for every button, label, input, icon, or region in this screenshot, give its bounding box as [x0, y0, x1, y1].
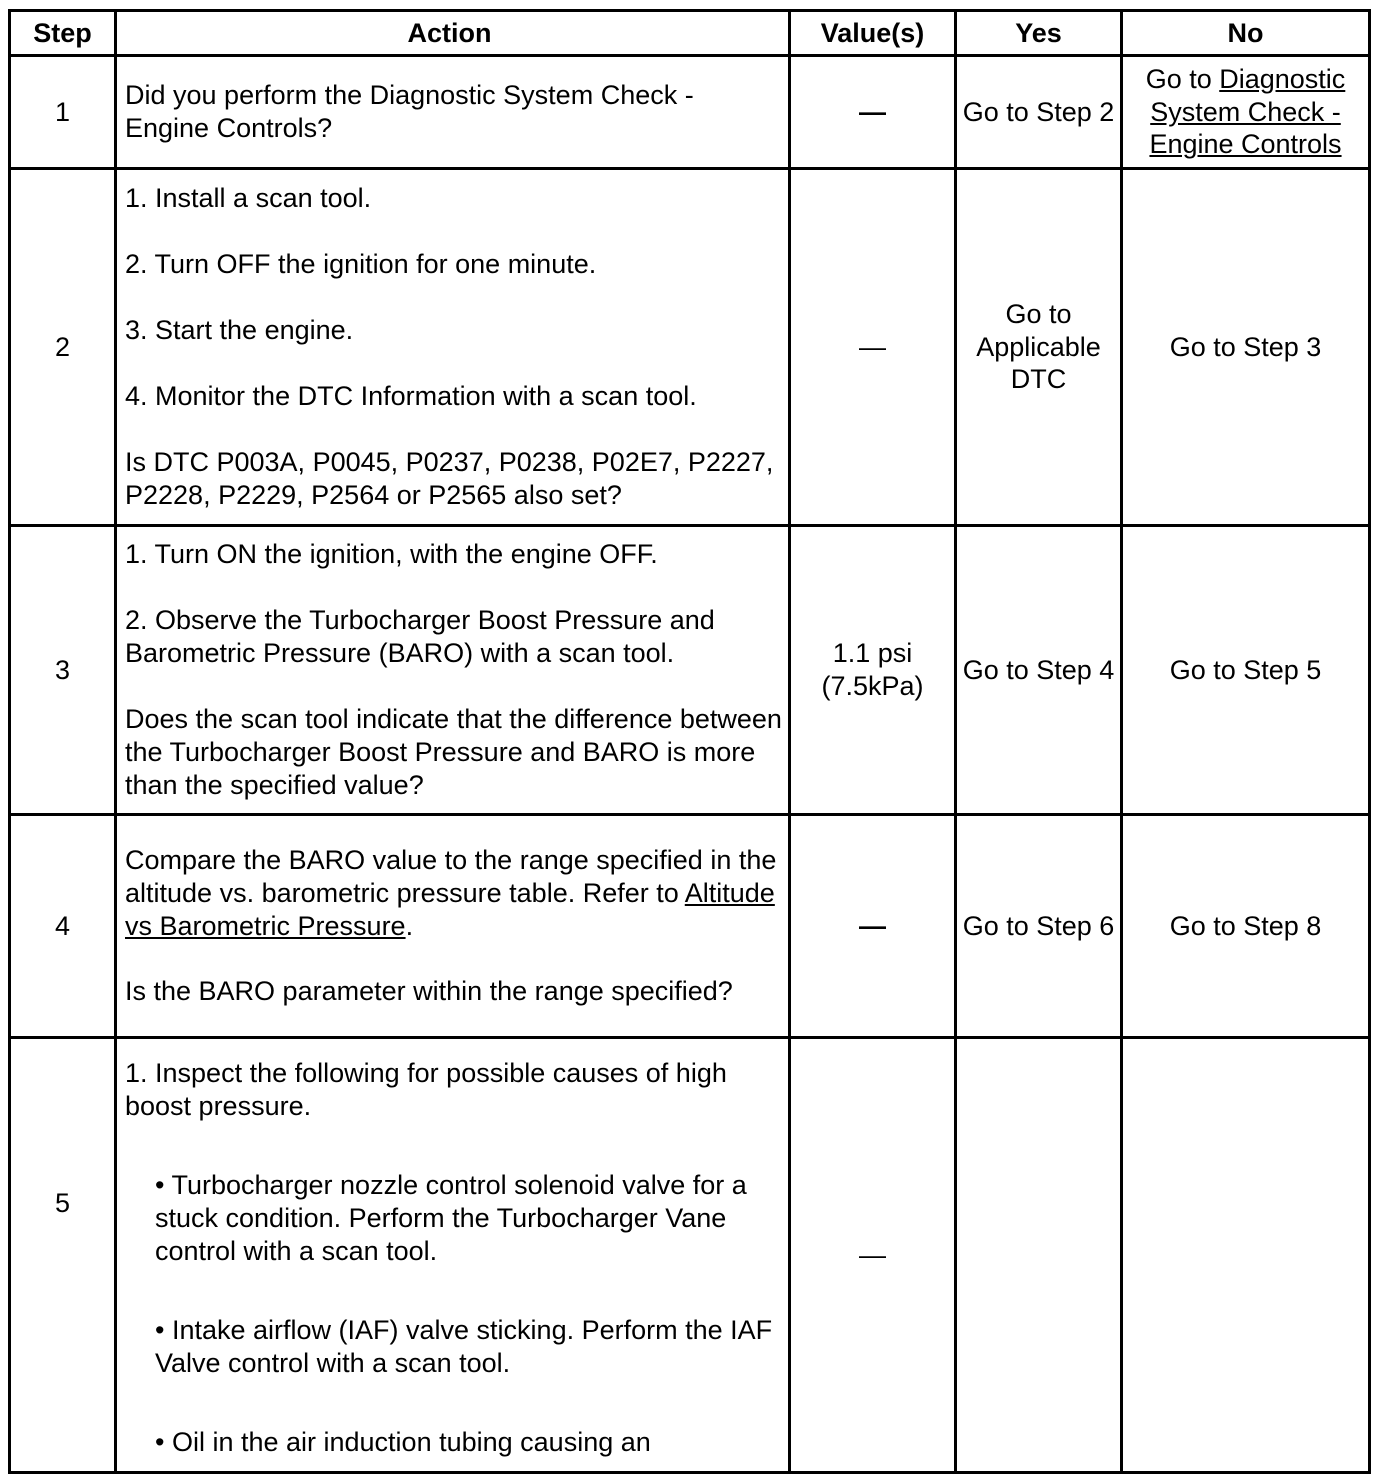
value-cell: —	[790, 815, 956, 1038]
bullet-item: • Intake airflow (IAF) valve sticking. Perform the IAF Valve control with a scan tool.	[155, 1314, 773, 1378]
bullet-item: • Turbocharger nozzle control solenoid valve for a stuck condition. Perform the Turbocharger Vane control with a scan tool.	[155, 1169, 747, 1266]
action-cell	[116, 526, 790, 815]
action-prefix: Compare the BARO value to the range specified in the altitude vs. barometric pressure table. Refer to	[125, 844, 777, 908]
table-row	[10, 1038, 1370, 1473]
action-text: 3. Start the engine.	[125, 315, 354, 346]
table-row	[10, 169, 1370, 526]
action-text	[125, 844, 782, 943]
header-action: Action	[116, 11, 790, 56]
step-number: 3	[10, 526, 116, 815]
yes-cell: Go to Step 4	[956, 526, 1122, 815]
header-row	[10, 11, 1370, 56]
action-cell	[116, 1038, 790, 1473]
header-yes: Yes	[956, 11, 1122, 56]
value-cell: —	[790, 169, 956, 526]
action-text: 2. Turn OFF the ignition for one minute.	[125, 249, 597, 280]
action-cell	[116, 56, 790, 169]
yes-cell	[956, 1038, 1122, 1473]
no-cell: Go to Step 5	[1122, 526, 1370, 815]
step-number: 2	[10, 169, 116, 526]
action-text: 2. Observe the Turbocharger Boost Pressure and Barometric Pressure (BARO) with a scan tool.	[125, 605, 715, 669]
yes-cell: Go to Step 2	[956, 56, 1122, 169]
action-text: Did you perform the Diagnostic System Check - Engine Controls?	[125, 80, 694, 143]
action-question: Is DTC P003A, P0045, P0237, P0238, P02E7, P2227, P2228, P2229, P2564 or P2565 also set?	[125, 446, 774, 510]
action-text: 1. Inspect the following for possible causes of high boost pressure.	[125, 1058, 727, 1121]
step-number: 1	[10, 56, 116, 169]
action-suffix: .	[405, 910, 414, 941]
yes-cell: Go to Applicable DTC	[956, 169, 1122, 526]
step-number-text: 5	[54, 1187, 71, 1218]
value-cell: —	[790, 1038, 956, 1473]
value-cell: 1.1 psi (7.5kPa)	[790, 526, 956, 815]
table-row	[10, 526, 1370, 815]
action-text: 4. Monitor the DTC Information with a scan tool.	[125, 381, 697, 411]
action-cell	[116, 169, 790, 526]
no-cell: Go to Step 3	[1122, 169, 1370, 526]
diagnostic-table	[8, 9, 1371, 1474]
header-step: Step	[10, 11, 116, 56]
header-values: Value(s)	[790, 11, 956, 56]
altitude-vs-barometric-pressure-link[interactable]: Altitude vs Barometric Pressure	[125, 877, 775, 941]
yes-cell: Go to Step 6	[956, 815, 1122, 1038]
action-question: Is the BARO parameter within the range specified?	[125, 976, 733, 1007]
table-row	[10, 815, 1370, 1038]
no-cell	[1122, 56, 1370, 169]
step-number: 4	[10, 815, 116, 1038]
header-no: No	[1122, 11, 1370, 56]
step-number	[10, 1038, 116, 1473]
no-prefix: Go to	[1145, 63, 1220, 94]
action-text: 1. Install a scan tool.	[125, 183, 372, 214]
action-text: 1. Turn ON the ignition, with the engine OFF.	[125, 539, 658, 570]
bullet-item: • Oil in the air induction tubing causing an	[155, 1426, 651, 1457]
no-cell: Go to Step 8	[1122, 815, 1370, 1038]
no-cell	[1122, 1038, 1370, 1473]
diagnostic-system-check-link[interactable]: Diagnostic System Check - Engine Controls	[1149, 63, 1346, 160]
action-cell	[116, 815, 790, 1038]
action-question: Does the scan tool indicate that the difference between the Turbocharger Boost Pressure and BARO is more than the specified value?	[125, 704, 782, 800]
value-cell: —	[790, 56, 956, 169]
table-row	[10, 56, 1370, 169]
